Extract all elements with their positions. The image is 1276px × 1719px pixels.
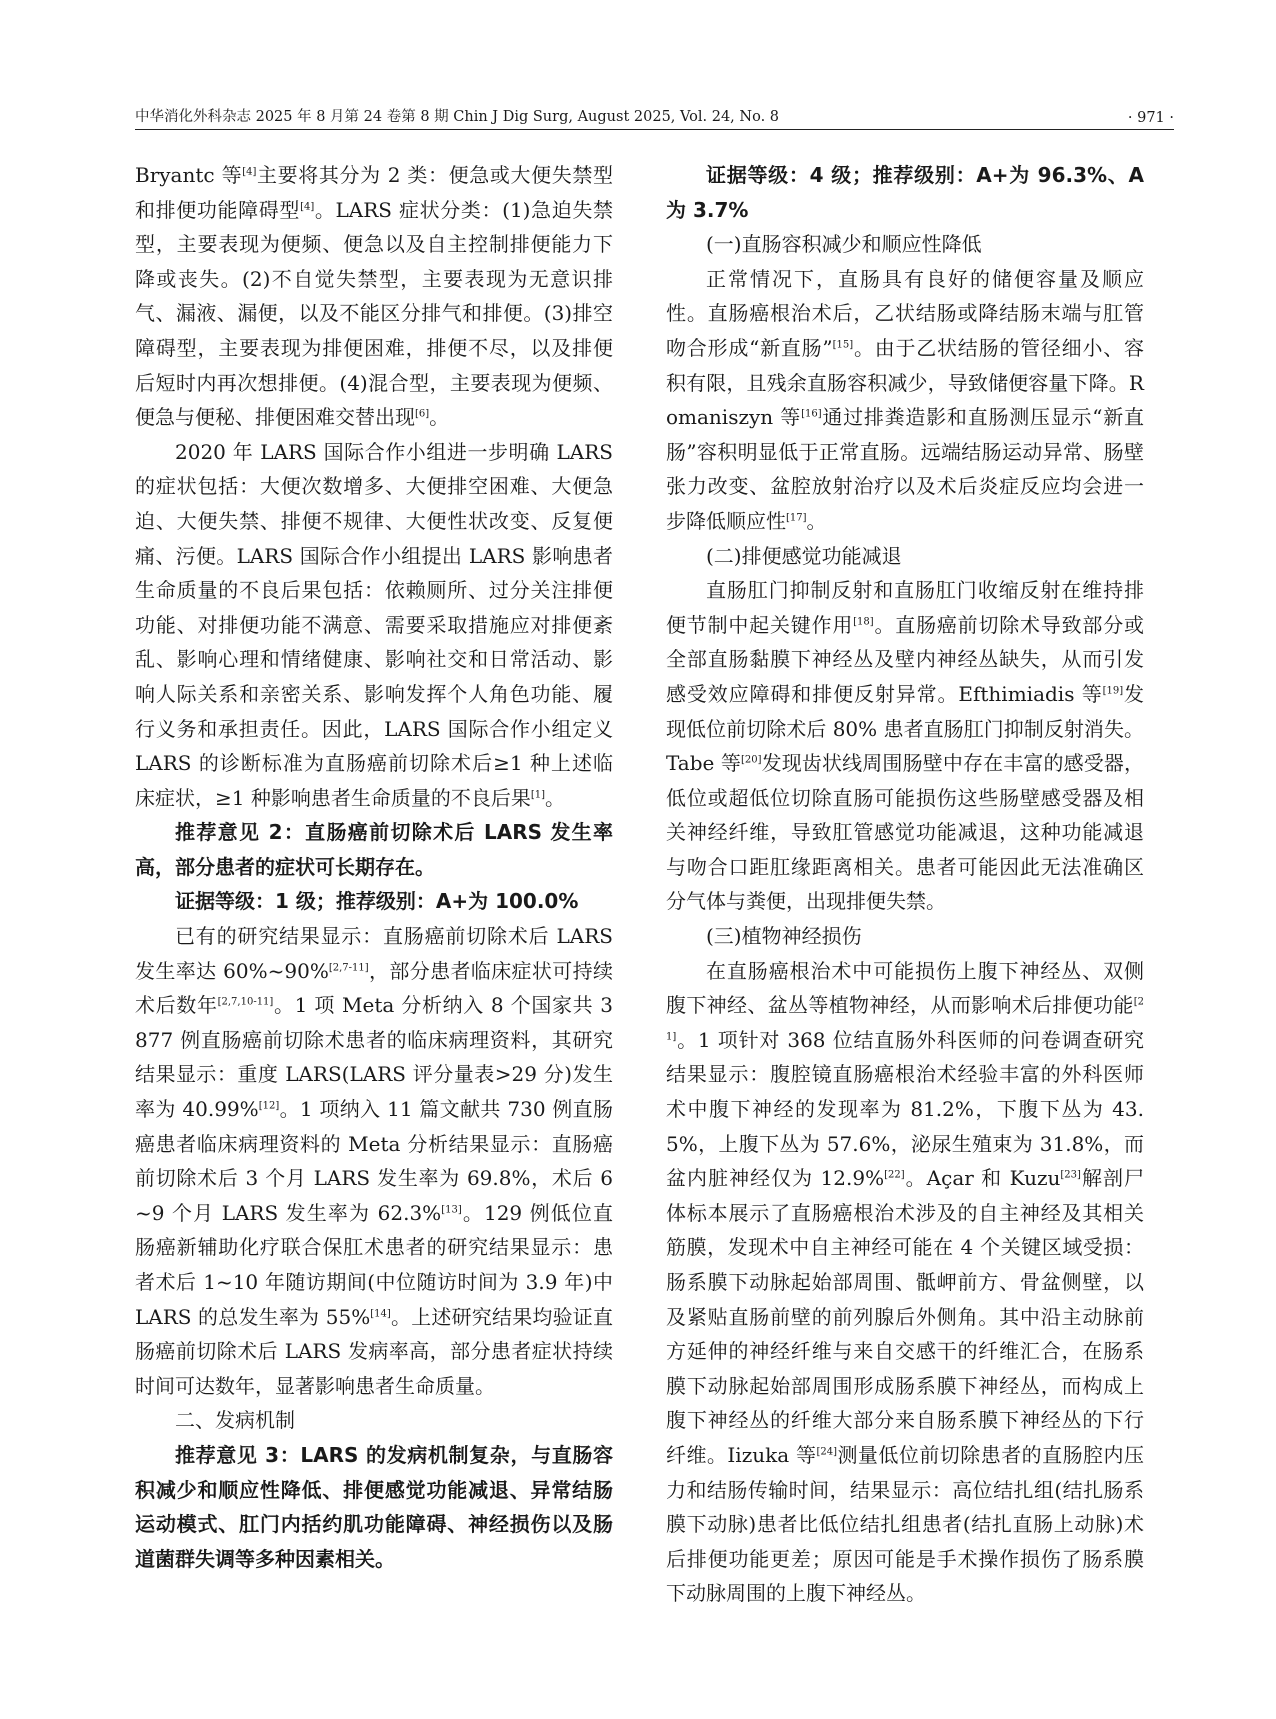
citation-ref: [12] (258, 1100, 280, 1112)
evidence-level-3: 证据等级：4 级；推荐级别：A+为 96.3%、A 为 3.7% (666, 163, 1144, 222)
citation-ref: [24] (816, 1446, 837, 1458)
paragraph-incidence: 已有的研究结果显示：直肠癌前切除术后 LARS 发生率达 60%~90%[2,7-11]，部分患者临床症状可持续术后数年[2,7,10-11]。1 项 Meta 分析纳入 8 个国家共 3 877 例直肠癌前切除术患者的临床病理资料，其研究结果显示：重度 LARS(LARS 评分量表>29 分)发生率为 40.99%[12]。1 项纳入 11 篇文献共 730 例直肠癌患者临床病理资料的 Meta 分析结果显示：直肠癌前切除术后 3 个月 LARS 发生率为 69.8%，术后 6~9 个月 LARS 发生率为 62.3%[13]。129 例低位直肠癌新辅助化疗联合保肛术患者的研究结果显示：患者术后 1~10 年随访期间(中位随访时间为 3.9 年)中 LARS 的总发生率为 55%[14]。上述研究结果均验证直肠癌前切除术后 LARS 发病率高，部分患者症状持续时间可达数年，显著影响患者生命质量。 (135, 924, 614, 1398)
citation-ref: [14] (370, 1307, 391, 1319)
running-header (135, 104, 1174, 126)
paragraph-rectal-volume: 正常情况下，直肠具有良好的储便容量及顺应性。直肠癌根治术后，乙状结肠或降结肠末端与肛管吻合形成“新直肠”[15]。由于乙状结肠的管径细小、容积有限，且残余直肠容积减少，导致储便容量下降。Romaniszyn 等[16]通过排粪造影和直肠测压显示“新直肠”容积明显低于正常直肠。远端结肠运动异常、肠壁张力改变、盆腔放射治疗以及术后炎症反应均会进一步降低顺应性[17]。 (666, 266, 1145, 533)
citation-ref: [17] (786, 512, 807, 524)
citation-ref: [2,7,10-11] (217, 996, 274, 1008)
citation-ref: [2,7-11] (328, 962, 369, 973)
citation-ref: [13] (441, 1204, 462, 1216)
citation-ref: [4] (242, 166, 257, 178)
citation-ref: [22] (884, 1169, 905, 1181)
header-rule (135, 129, 1174, 130)
recommendation-3: 推荐意见 3：LARS 的发病机制复杂，与直肠容积减少和顺应性降低、排便感觉功能减退、异常结肠运动模式、肛门内括约肌功能障碍、神经损伤以及肠道菌群失调等多种因素相关。 (135, 1442, 613, 1571)
citation-ref: [4] (300, 200, 315, 212)
recommendation-2: 推荐意见 2：直肠癌前切除术后 LARS 发生率高，部分患者的症状可长期存在。 (135, 820, 613, 879)
citation-ref: [18] (853, 616, 874, 628)
evidence-level-2: 证据等级：1 级；推荐级别：A+为 100.0% (175, 889, 579, 914)
citation-ref: [6] (415, 408, 430, 420)
page-number: · 971 · (1127, 110, 1174, 126)
citation-ref: [20] (740, 754, 762, 766)
left-column (135, 158, 613, 1576)
subsection-heading-nerve-injury: (三)植物神经损伤 (706, 924, 862, 949)
paragraph-lars-classification: Bryantc 等[4]主要将其分为 2 类：便急或大便失禁型和排便功能障碍型[4]。LARS 症状分类：(1)急迫失禁型，主要表现为便频、便急以及自主控制排便能力下降或丧失。(2)不自觉失禁型，主要表现为无意识排气、漏液、漏便，以及不能区分排气和排便。(3)排空障碍型，主要表现为排便困难，排便不尽，以及排便后短时内再次想排便。(4)混合型，主要表现为便频、便急与便秘、排便困难交替出现[6]。 (135, 163, 613, 430)
citation-ref: [19] (1102, 685, 1124, 697)
paragraph-sensory: 直肠肛门抑制反射和直肠肛门收缩反射在维持排便节制中起关键作用[18]。直肠癌前切除术导致部分或全部直肠黏膜下神经丛及壁内神经丛缺失，从而引发感受效应障碍和排便反射异常。Efthimiadis 等[19]发现低位前切除术后 80% 患者直肠肛门抑制反射消失。Tabe 等[20]发现齿状线周围肠壁中存在丰富的感受器，低位或超低位切除直肠可能损伤这些肠壁感受器及相关神经纤维，导致肛管感觉功能减退，这种功能减退与吻合口距肛缘距离相关。患者可能因此无法准确区分气体与粪便，出现排便失禁。 (666, 578, 1145, 914)
subsection-heading-sensory: (二)排便感觉功能减退 (706, 543, 902, 568)
citation-ref: [1] (530, 789, 546, 801)
citation-ref: [15] (832, 339, 854, 351)
journal-citation: 中华消化外科杂志 2025 年 8 月第 24 卷第 8 期 Chin J Dig Surg, August 2025, Vol. 24, No. 8 (135, 109, 780, 125)
citation-ref: [21] (666, 996, 1144, 1043)
subsection-heading-rectal-volume: (一)直肠容积减少和顺应性降低 (706, 232, 982, 257)
right-column (666, 158, 1144, 1611)
paragraph-lars-symptoms: 2020 年 LARS 国际合作小组进一步明确 LARS 的症状包括：大便次数增多、大便排空困难、大便急迫、大便失禁、排便不规律、大便性状改变、反复便痛、污便。LARS 国际合作小组提出 LARS 影响患者生命质量的不良后果包括：依赖厕所、过分关注排便功能、对排便功能不满意、需要采取措施应对排便紊乱、影响心理和情绪健康、影响社交和日常活动、影响人际关系和亲密关系、影响发挥个人角色功能、履行义务和承担责任。因此，LARS 国际合作小组定义 LARS 的诊断标准为直肠癌前切除术后≥1 种上述临床症状，≥1 种影响患者生命质量的不良后果[1]。 (135, 439, 613, 810)
section-heading-pathogenesis: 二、发病机制 (175, 1408, 295, 1433)
citation-ref: [23] (1060, 1169, 1081, 1181)
citation-ref: [16] (801, 408, 822, 420)
paragraph-nerve-injury: 在直肠癌根治术中可能损伤上腹下神经丛、双侧腹下神经、盆丛等植物神经，从而影响术后排便功能[21]。1 项针对 368 位结直肠外科医师的问卷调查研究结果显示：腹腔镜直肠癌根治术经验丰富的外科医师术中腹下神经的发现率为 81.2%，下腹下丛为 43.5%，上腹下丛为 57.6%，泌尿生殖束为 31.8%，而盆内脏神经仅为 12.9%[22]。Açar 和 Kuzu[23]解剖尸体标本展示了直肠癌根治术涉及的自主神经及其相关筋膜，发现术中自主神经可能在 4 个关键区域受损：肠系膜下动脉起始部周围、骶岬前方、骨盆侧壁，以及紧贴直肠前壁的前列腺后外侧角。其中沿主动脉前方延伸的神经纤维与来自交感干的纤维汇合，在肠系膜下动脉起始部周围形成肠系膜下神经丛，而构成上腹下神经丛的纤维大部分来自肠系膜下神经丛的下行纤维。Iizuka 等[24]测量低位前切除患者的直肠腔内压力和结肠传输时间，结果显示：高位结扎组(结扎肠系膜下动脉)患者比低位结扎组患者(结扎直肠上动脉)术后排便功能更差；原因可能是手术操作损伤了肠系膜下动脉周围的上腹下神经丛。 (666, 958, 1144, 1606)
